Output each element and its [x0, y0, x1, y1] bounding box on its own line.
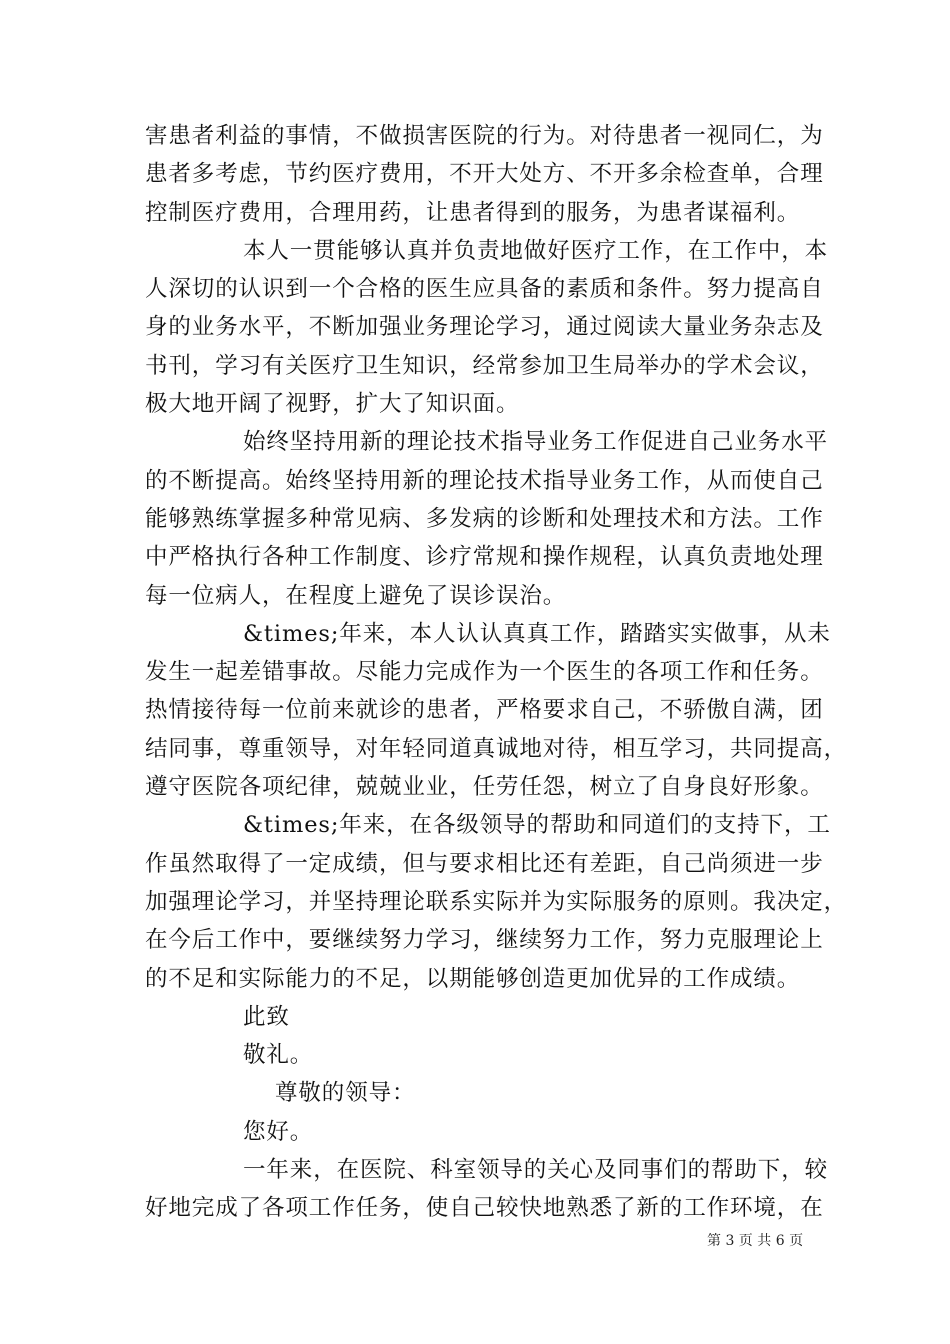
body-line: 中严格执行各种工作制度、诊疗常规和操作规程，认真负责地处理 — [145, 544, 824, 571]
body-line: 控制医疗费用，合理用药，让患者得到的服务，为患者谋福利。 — [145, 199, 801, 226]
body-line: 作虽然取得了一定成绩，但与要求相比还有差距，自己尚须进一步 — [145, 850, 824, 877]
body-line: 能够熟练掌握多种常见病、多发病的诊断和处理技术和方法。工作 — [145, 505, 824, 532]
body-line: 遵守医院各项纪律，兢兢业业，任劳任怨，树立了自身良好形象。 — [145, 774, 824, 801]
body-line: 好地完成了各项工作任务，使自己较快地熟悉了新的工作环境，在 — [145, 1195, 824, 1222]
paragraph-first-line: &times;年来，在各级领导的帮助和同道们的支持下，工 — [243, 812, 831, 839]
body-line: 的不足和实际能力的不足，以期能够创造更加优异的工作成绩。 — [145, 965, 801, 992]
body-line: 热情接待每一位前来就诊的患者，严格要求自己，不骄傲自满，团 — [145, 697, 824, 724]
letter-greeting: 您好。 — [243, 1118, 314, 1145]
body-line: 身的业务水平，不断加强业务理论学习，通过阅读大量业务杂志及 — [145, 314, 824, 341]
paragraph-first-line: 一年来，在医院、科室领导的关心及同事们的帮助下，较 — [243, 1157, 829, 1184]
body-line: 结同事，尊重领导，对年轻同道真诚地对待，相互学习，共同提高， — [145, 735, 848, 762]
body-line: 极大地开阔了视野，扩大了知识面。 — [145, 391, 520, 418]
body-line: 的不断提高。始终坚持用新的理论技术指导业务工作，从而使自己 — [145, 467, 824, 494]
paragraph-first-line: &times;年来，本人认认真真工作，踏踏实实做事，从未 — [243, 620, 831, 647]
body-line: 发生一起差错事故。尽能力完成作为一个医生的各项工作和任务。 — [145, 659, 824, 686]
body-line: 加强理论学习，并坚持理论联系实际并为实际服务的原则。我决定， — [145, 888, 848, 915]
body-line: 患者多考虑，节约医疗费用，不开大处方、不开多余检查单，合理 — [145, 161, 824, 188]
page-number-footer: 第 3 页 共 6 页 — [707, 1233, 804, 1249]
document-body — [145, 117, 848, 1228]
paragraph-first-line: 本人一贯能够认真并负责地做好医疗工作，在工作中，本 — [243, 237, 829, 264]
closing-salute: 敬礼。 — [243, 1042, 314, 1069]
body-line: 人深切的认识到一个合格的医生应具备的素质和条件。努力提高自 — [145, 276, 824, 303]
paragraph-first-line: 始终坚持用新的理论技术指导业务工作促进自己业务水平 — [243, 429, 829, 456]
body-line: 害患者利益的事情，不做损害医院的行为。对待患者一视同仁，为 — [145, 123, 824, 149]
letter-addressee: 尊敬的领导： — [275, 1080, 416, 1107]
body-line: 在今后工作中，要继续努力学习，继续努力工作，努力克服理论上 — [145, 927, 824, 954]
body-line: 每一位病人，在程度上避免了误诊误治。 — [145, 582, 567, 609]
closing-line: 此致 — [243, 1003, 290, 1030]
body-line: 书刊，学习有关医疗卫生知识，经常参加卫生局举办的学术会议， — [145, 352, 824, 379]
